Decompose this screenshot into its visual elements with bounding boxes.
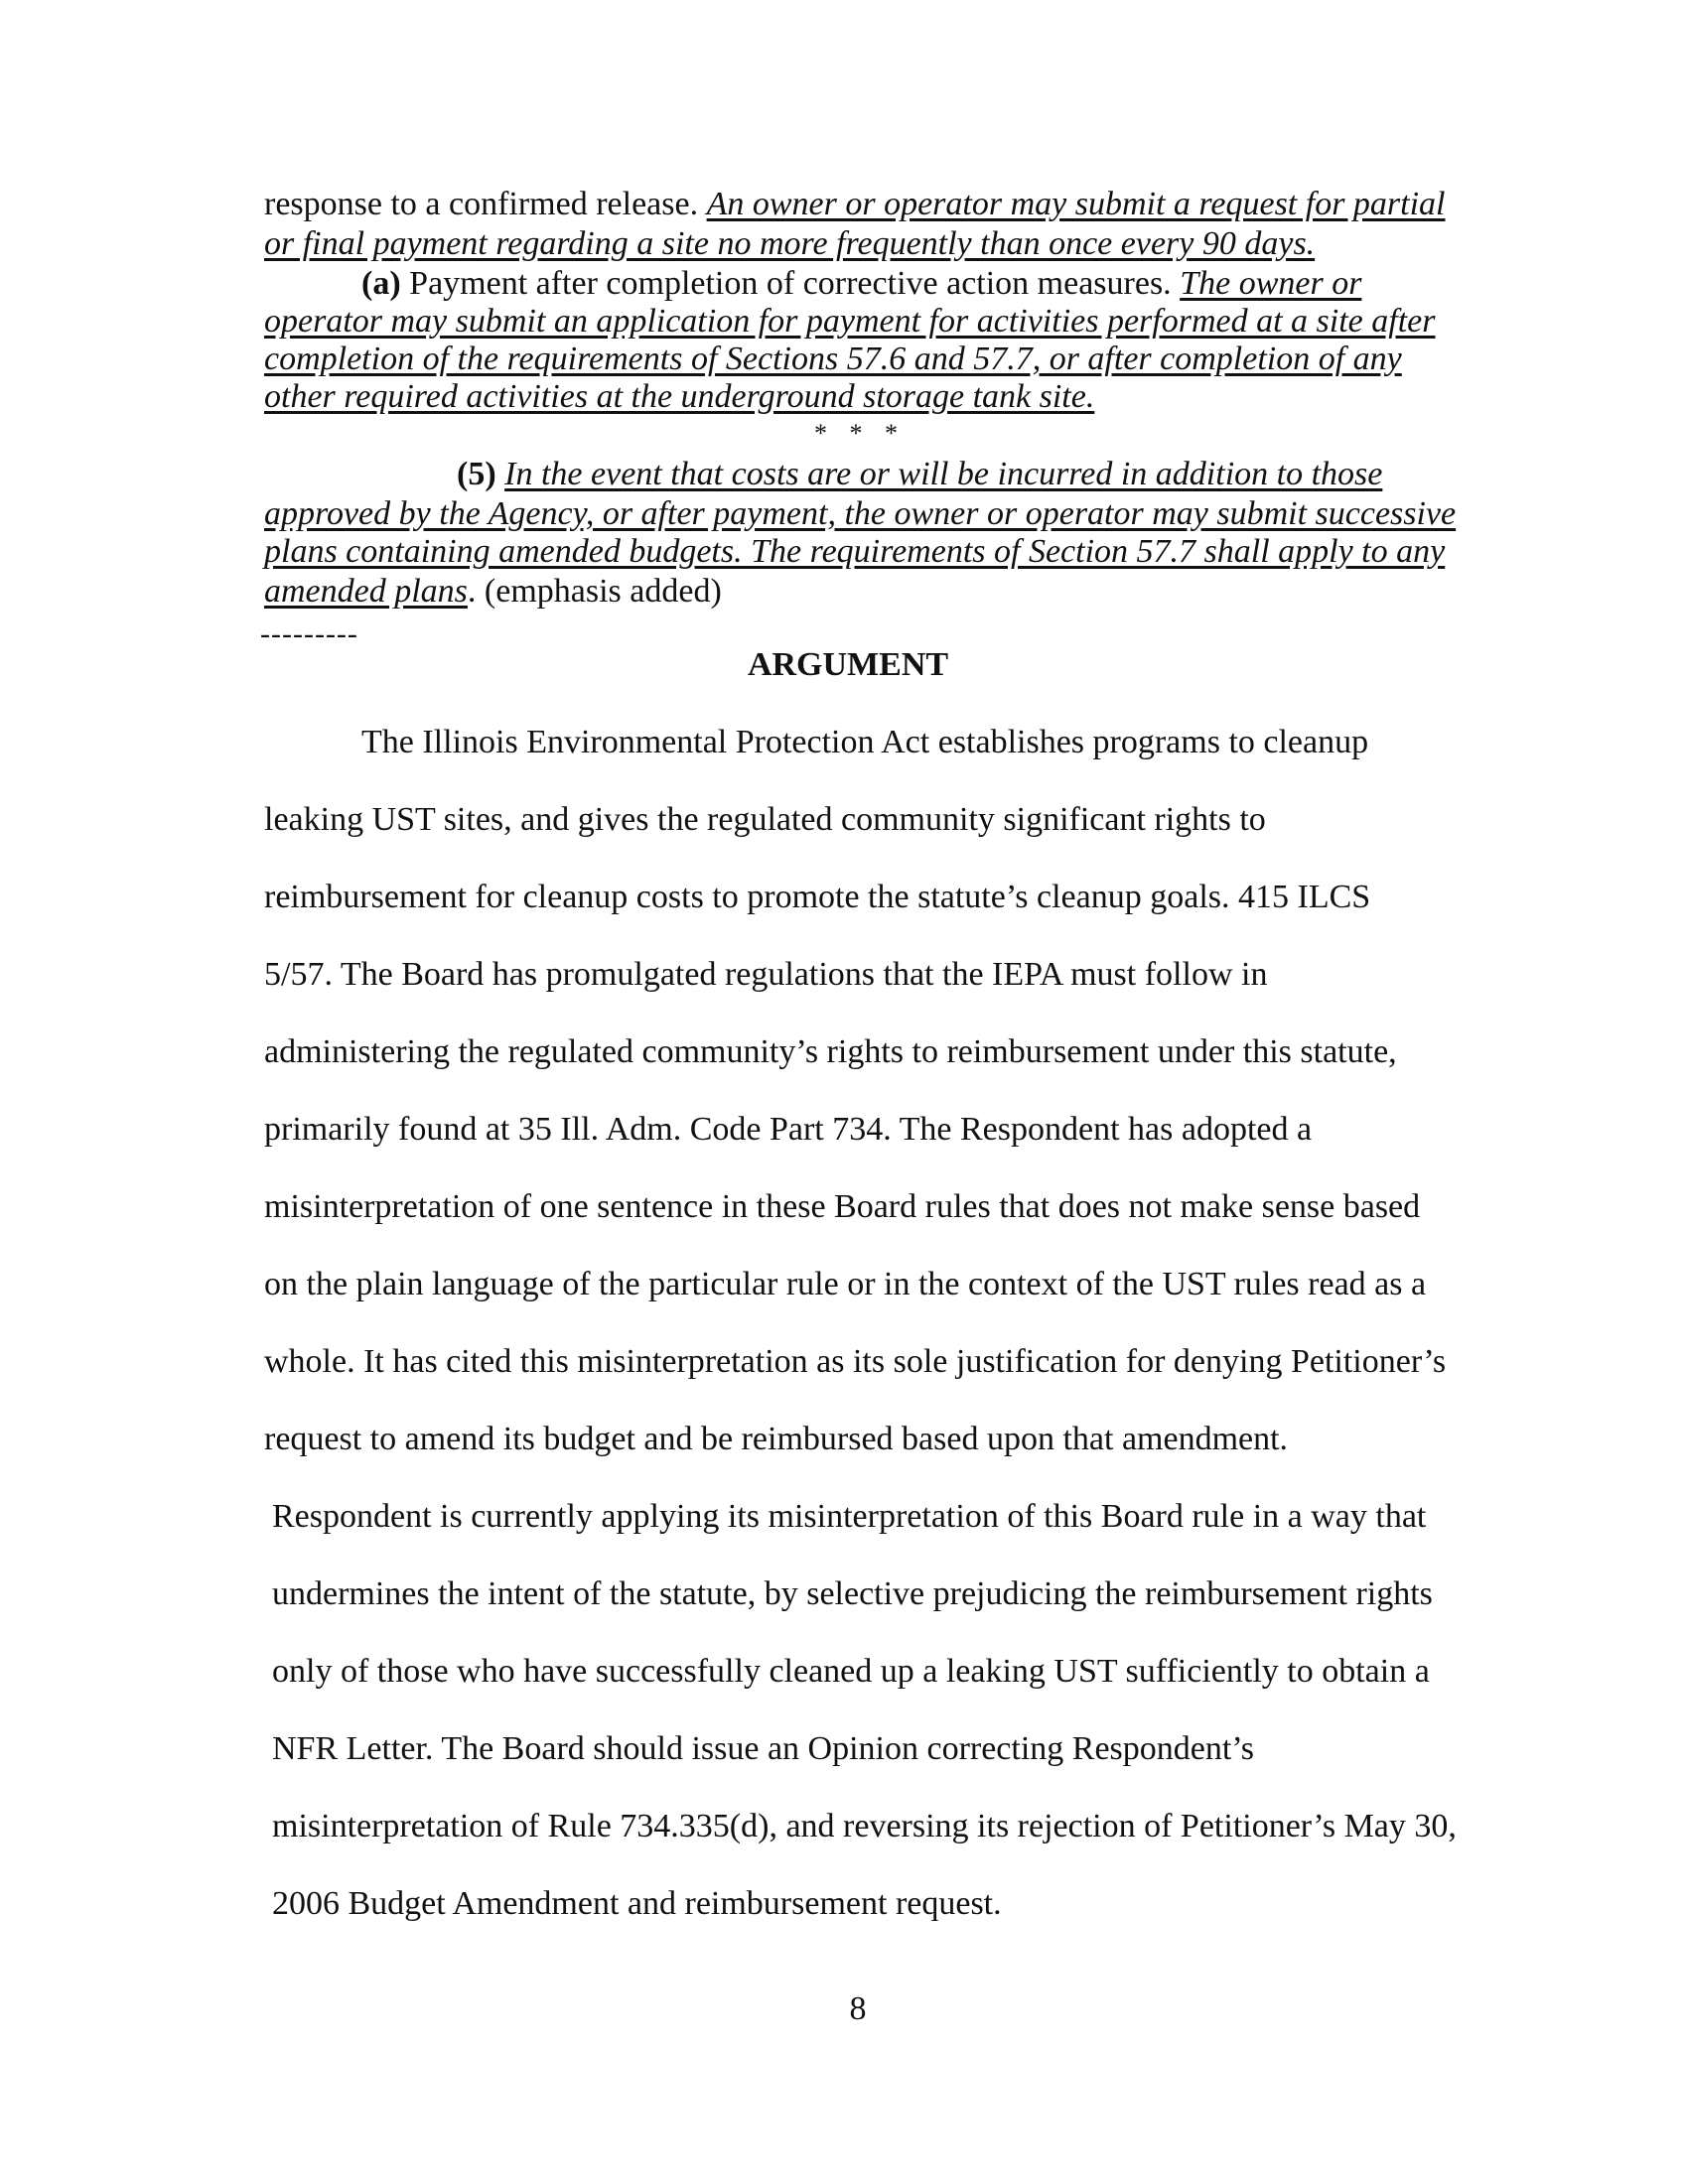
body-line: Respondent is currently applying its misinterpretation of this Board rule in a way that [272,1498,1427,1535]
body-line: leaking UST sites, and gives the regulated community significant rights to [264,801,1266,838]
quote-emphasis: operator may submit an application for payment for activities performed at a site after [264,303,1436,340]
quote-line-1 [264,185,1446,224]
body-line: on the plain language of the particular rule or in the context of the UST rules read as a [264,1266,1427,1302]
body-line: The Illinois Environmental Protection Act establishes programs to cleanup [361,724,1369,760]
body-line: only of those who have successfully cleaned up a leaking UST sufficiently to obtain a [272,1653,1430,1690]
quote-line-7 [457,455,1382,494]
separator-dashes: --------- [260,617,358,650]
quote-emphasis: or final payment regarding a site no more frequently than once every 90 days. [264,225,1316,262]
quote-text: . (emphasis added) [467,573,722,610]
quote-emphasis: amended plans [264,573,468,610]
quote-line-4 [264,302,1436,341]
quote-line-9 [264,532,1445,572]
quote-line-2 [264,224,1315,264]
quote-line-10 [264,572,722,612]
quote-text: Payment after completion of corrective action measures. [400,265,1181,302]
quote-emphasis: approved by the Agency, or after payment, the owner or operator may submit successive [264,495,1457,532]
body-line: misinterpretation of Rule 734.335(d), and reversing its rejection of Petitioner’s May 30, [272,1808,1457,1844]
body-line: 2006 Budget Amendment and reimbursement request. [272,1885,1002,1922]
body-line: undermines the intent of the statute, by selective prejudicing the reimbursement rights [272,1575,1433,1612]
body-line: 5/57. The Board has promulgated regulations that the IEPA must follow in [264,956,1268,993]
quote-emphasis: plans containing amended budgets. The requirements of Section 57.7 shall apply to any [264,533,1446,570]
body-line: NFR Letter. The Board should issue an Opinion correcting Respondent’s [272,1730,1255,1767]
quote-line-6 [264,377,1094,417]
body-line: reimbursement for cleanup costs to promote the statute’s cleanup goals. 415 ILCS [264,879,1371,915]
quote-line-8 [264,494,1456,534]
ellipsis-stars: * * * [814,419,906,448]
subsection-label: (5) [457,456,496,492]
body-line: primarily found at 35 Ill. Adm. Code Part 734. The Respondent has adopted a [264,1111,1313,1148]
quote-line-3 [361,264,1361,304]
body-line: request to amend its budget and be reimbursed based upon that amendment. [264,1421,1289,1457]
quote-emphasis: The owner or [1180,265,1362,302]
body-line: misinterpretation of one sentence in these Board rules that does not make sense based [264,1188,1421,1225]
subsection-label: (a) [361,265,401,302]
quote-emphasis: completion of the requirements of Sections 57.6 and 57.7, or after completion of any [264,341,1402,377]
body-line: whole. It has cited this misinterpretation as its sole justification for denying Petitioner’s [264,1343,1447,1380]
quote-emphasis: other required activities at the underground storage tank site. [264,378,1095,415]
body-line: administering the regulated community’s rights to reimbursement under this statute, [264,1033,1397,1070]
section-heading: ARGUMENT [747,646,949,683]
page-number: 8 [849,1990,867,2027]
quote-emphasis: An owner or operator may submit a request for partial [706,186,1446,222]
quote-text: response to a confirmed release. [264,186,707,222]
quote-emphasis: In the event that costs are or will be incurred in addition to those [504,456,1383,492]
quote-line-5 [264,340,1402,379]
